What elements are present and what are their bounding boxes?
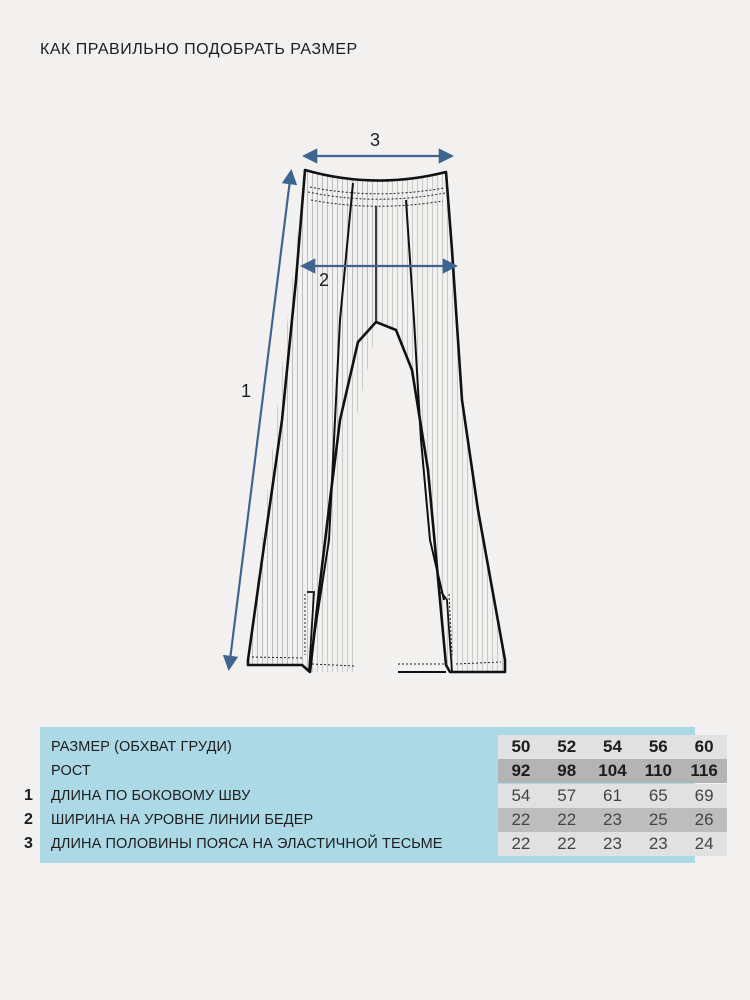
hip-width-label: 2 [319, 270, 330, 290]
waist-half-label: 3 [370, 130, 381, 150]
table-cell: 22 [557, 810, 577, 829]
row-number: 2 [24, 811, 33, 828]
row-label: ДЛИНА ПО БОКОВОМУ ШВУ [51, 788, 251, 804]
table-cell: 25 [648, 810, 668, 829]
row-label: ШИРИНА НА УРОВНЕ ЛИНИИ БЕДЕР [51, 812, 314, 828]
table-cell: 65 [648, 786, 668, 805]
row-values [498, 832, 727, 856]
table-cell: 110 [644, 761, 672, 780]
table-cell: 23 [603, 810, 622, 829]
table-row [24, 784, 714, 808]
row-label: РАЗМЕР (ОБХВАТ ГРУДИ) [51, 739, 232, 755]
table-cell: 57 [557, 786, 577, 805]
row-number: 1 [24, 787, 33, 804]
table-cell: 69 [694, 786, 714, 805]
table-cell: 104 [598, 761, 627, 780]
length-label: 1 [241, 381, 252, 401]
table-cell: 60 [694, 737, 714, 756]
page-title: КАК ПРАВИЛЬНО ПОДОБРАТЬ РАЗМЕР [40, 41, 358, 58]
table-cell: 98 [557, 761, 577, 780]
table-cell: 26 [694, 810, 714, 829]
table-cell: 92 [511, 761, 531, 780]
table-cell: 22 [511, 810, 531, 829]
table-cell: 22 [511, 834, 531, 853]
table-cell: 116 [690, 761, 718, 780]
row-values [498, 735, 727, 759]
row-values [498, 784, 727, 808]
table-cell: 22 [557, 834, 577, 853]
table-row [40, 759, 718, 783]
table-cell: 24 [694, 834, 714, 853]
table-cell: 54 [511, 786, 531, 805]
table-cell: 52 [557, 737, 577, 756]
row-values [498, 759, 727, 783]
table-row [24, 808, 714, 832]
row-label: РОСТ [51, 763, 91, 779]
table-cell: 56 [648, 737, 668, 756]
table-cell: 23 [648, 834, 668, 853]
size-table [24, 727, 718, 863]
table-cell: 54 [603, 737, 622, 756]
table-cell: 23 [603, 834, 622, 853]
table-cell: 61 [603, 786, 622, 805]
row-label: ДЛИНА ПОЛОВИНЫ ПОЯСА НА ЭЛАСТИЧНОЙ ТЕСЬМЕ [51, 836, 443, 852]
table-cell: 50 [511, 737, 531, 756]
row-number: 3 [24, 835, 33, 852]
table-row [24, 832, 714, 856]
row-values [498, 808, 727, 832]
table-row [40, 735, 714, 759]
